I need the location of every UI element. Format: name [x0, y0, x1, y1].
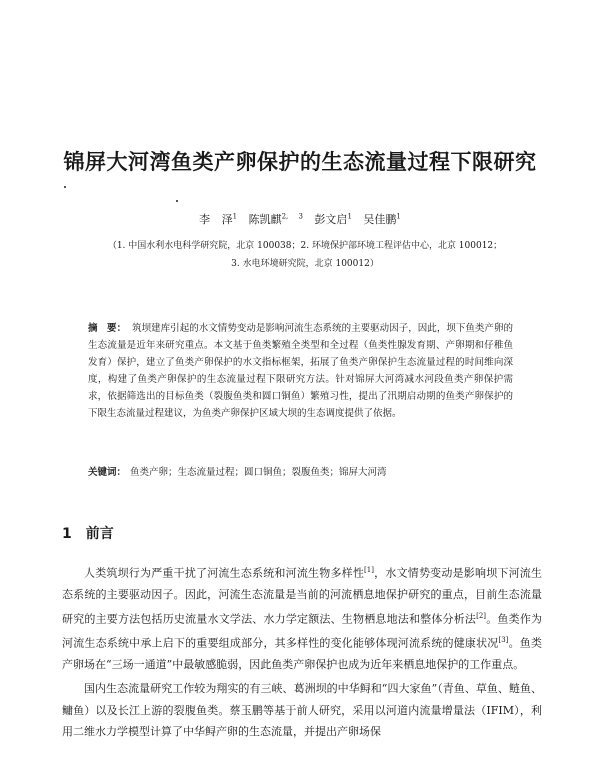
affiliation-line: （1. 中国水利水电科学研究院，北京 100038；2. 环境保护部环境工程评估中心，北京 100012； [107, 241, 503, 251]
paragraph: 国内生态流量研究工作较为翔实的有三峡、葛洲坝的中华鲟和“四大家鱼”（青鱼、草鱼、鲢鱼、鳙鱼）以及长江上游的裂腹鱼类。蔡玉鹏等基于前人研究，采用以河道内流量增量法（IFIM），利用二维水力学模型计算了中华鲟产卵的生态流量，并提出产卵场保 [62, 682, 542, 739]
affiliations [60, 237, 550, 273]
abstract [88, 320, 513, 422]
paper-title: 锦屏大河湾鱼类产卵保护的生态流量过程下限研究 [63, 149, 537, 174]
scan-speck [64, 186, 66, 188]
abstract-label: 摘 要： [88, 323, 127, 334]
keywords [88, 464, 513, 478]
section-title: 前言 [85, 526, 114, 542]
body-text [62, 560, 542, 743]
scan-speck [176, 200, 178, 202]
keywords-label: 关键词： [88, 467, 127, 478]
citation: [3] [498, 635, 509, 644]
section-heading [62, 523, 114, 543]
author-list [0, 211, 600, 227]
author-name: 彭文启$^1$ [314, 212, 352, 226]
citation: [1] [364, 566, 374, 574]
author-name: 李 泽$^1$ [199, 212, 238, 226]
abstract-text: 筑坝建库引起的水文情势变动是影响河流生态系统的主要驱动因子，因此，坝下鱼类产卵的生态流量是近年来研究重点。本文基于鱼类繁殖全类型和全过程（鱼类性腺发育期、产卵期和仔稚鱼发育）保护，建立了鱼类产卵保护的水文指标框架，拓展了鱼类产卵保护生态流量过程的时间维向深度，构建了鱼类产卵保护的生态流量过程下限研究方法。针对锦屏大河湾减水河段鱼类产卵保护需求，依据筛选出的目标鱼类（裂腹鱼类和圆口铜鱼）繁殖习性，提出了汛期启动期的鱼类产卵保护的下限生态流量过程建议，为鱼类产卵保护区域大坝的生态调度提供了依据。 [88, 323, 513, 419]
paragraph: 人类筑坝行为严重干扰了河流生态系统和河流生物多样性[1]，水文情势变动是影响坝下河流生态系统的主要驱动因子。因此，河流生态流量是当前的河流栖息地保护研究的重点，目前生态流量研究的主要方法包括历史流量水文学法、水力学定额法、生物栖息地法和整体分析法[2]。鱼类作为河流生态系统中承上启下的重要组成部分，其多样性的变化能够体现河流系统的健康状况[3]。鱼类产卵场在“三场一通道”中最敏感脆弱，因此鱼类产卵保护也成为近年来栖息地保护的工作重点。 [62, 566, 543, 671]
author-name: 吴佳鹏$^1$ [363, 212, 401, 226]
author-name: 陈凯麒$^{2, 3}$ [248, 212, 303, 226]
citation: [2] [476, 611, 487, 620]
keywords-text: 鱼类产卵；生态流量过程；圆口铜鱼；裂腹鱼类；锦屏大河湾 [130, 467, 387, 478]
affiliation-line: 3. 水电环境研究院，北京 100012） [231, 259, 379, 269]
section-number: 1 [62, 526, 72, 542]
